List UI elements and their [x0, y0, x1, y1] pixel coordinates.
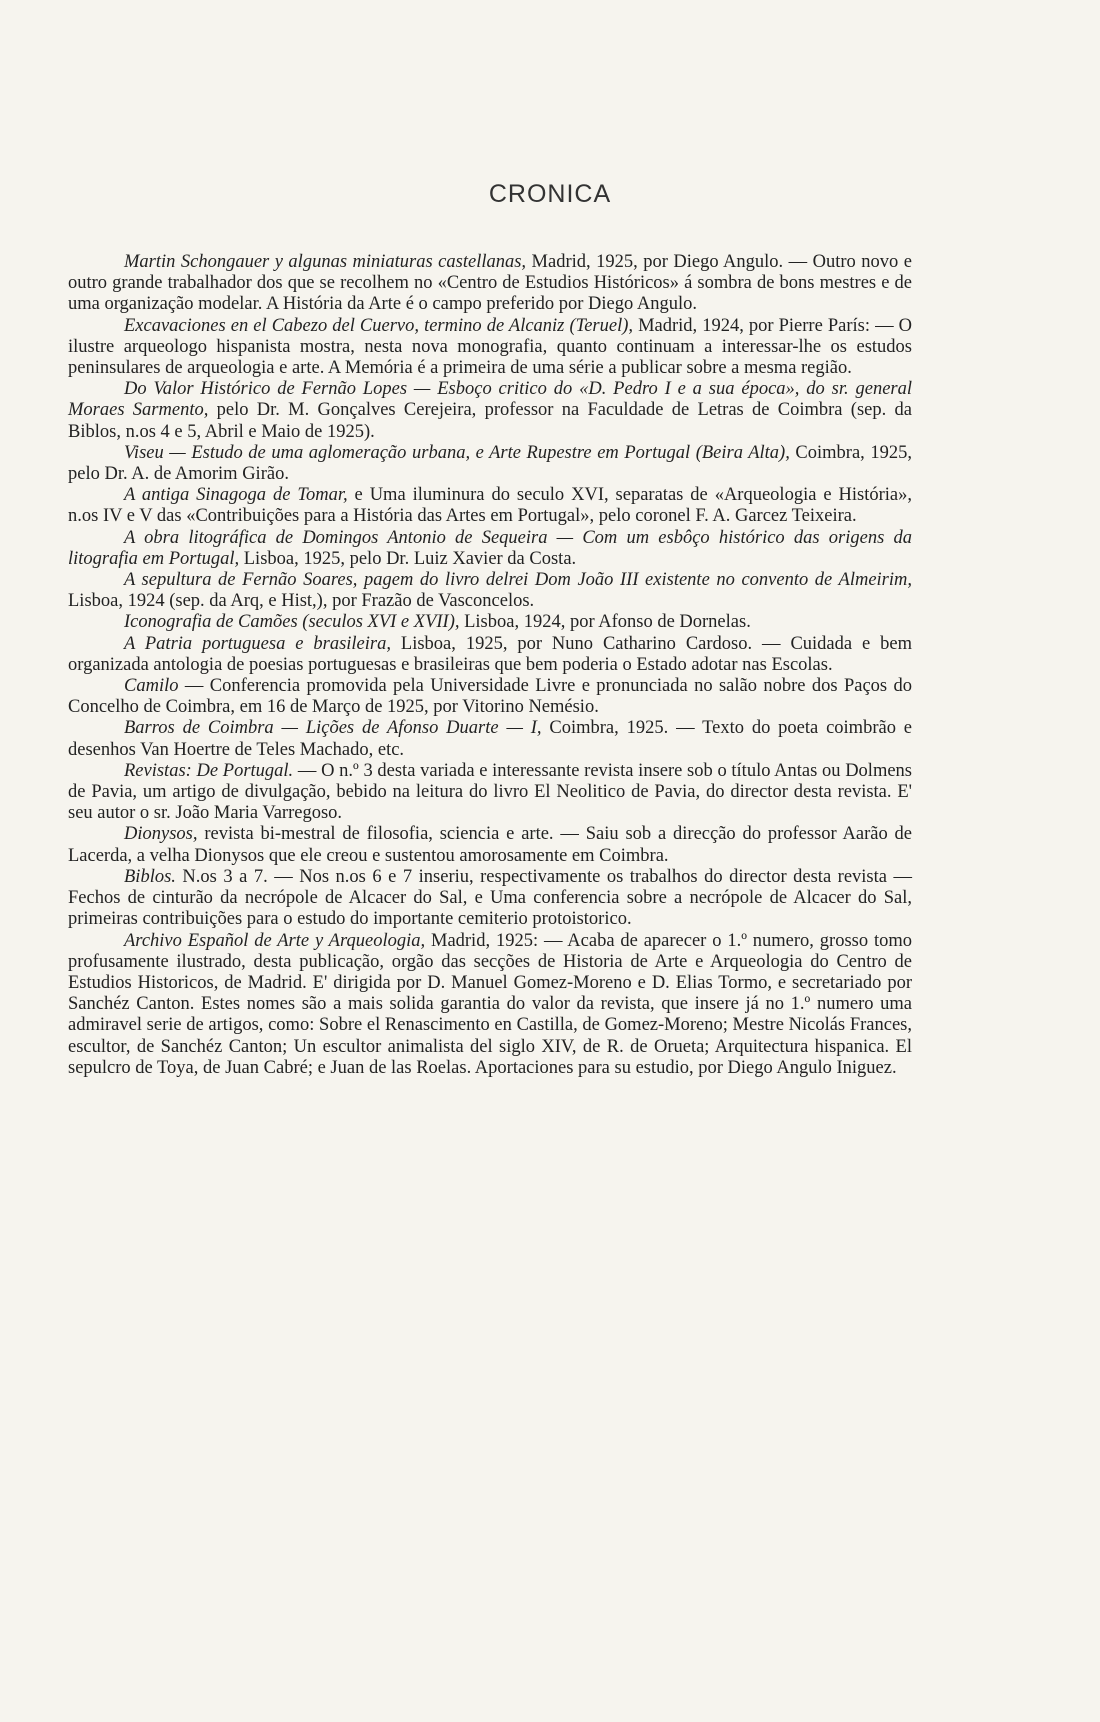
entry-title: Iconografia de Camões (seculos XVI e XVII), [124, 612, 460, 633]
entry-title: Do Valor Histórico de Fernão Lopes — Esboço critico do «D. Pedro I e a sua época», do sr. general Moraes Sarmento, [68, 379, 912, 421]
entry [68, 676, 912, 718]
entry-text: Coimbra, 1925, pelo Dr. A. de Amorim Girão. [68, 442, 912, 485]
entry-title: Biblos. [124, 866, 176, 887]
entry-text: — O n.º 3 desta variada e interessante revista insere sob o título Antas ou Dolmens de Pavia, um artigo de divulgação, bebido na leitura do livro El Neolitico de Pavia, do director desta revista. E' seu autor o sr. João Maria Varregoso. [68, 760, 912, 824]
entry [68, 252, 912, 316]
entry-title: Martin Schongauer y algunas miniaturas castellanas, [124, 252, 527, 272]
entry-text: — Conferencia promovida pela Universidade Livre e pronunciada no salão nobre dos Paços do Concelho de Coimbra, em 16 de Março de 1925, por Vitorino Nemésio. [68, 676, 912, 718]
entry-text: Coimbra, 1925. — Texto do poeta coimbrão e desenhos Van Hoertre de Teles Machado, etc. [68, 718, 913, 760]
entry-title: Archivo Español de Arte y Arqueologia, [124, 930, 426, 951]
entry [68, 379, 912, 443]
entry [68, 867, 912, 931]
entry-text: N.os 3 a 7. — Nos n.os 6 e 7 inseriu, respectivamente os trabalhos do director desta revista — Fechos de cinturão da necrópole de Alcacer do Sal, e Uma conferencia sobre a necrópole de Alcacer do Sal, primeiras contribuições para o estudo do importante cemiterio protoistorico. [68, 866, 912, 930]
entry-title: A antiga Sinagoga de Tomar, [124, 485, 348, 506]
entry-text: Madrid, 1925: — Acaba de aparecer o 1.º numero, grosso tomo profusamente ilustrado, desta publicação, orgão das secções de Historia de Arte e Arqueologia do Centro de Estudios Historicos, de Madrid. E' dirigida por D. Manuel Gomez-Moreno e D. Elias Tormo, e secretariado por Sanchéz Canton. Estes nomes são a mais solida garantia do valor da revista, que insere já no 1.º numero uma admiravel serie de artigos, como: Sobre el Renascimento en Castilla, de Gomez-Moreno; Mestre Nicolás Frances, escultor, de Sanchéz Canton; Un escultor animalista del siglo XIV, de R. de Orueta; Arquitectura hispanica. El sepulcro de Toya, de Juan Cabré; e Juan de las Roelas. Aportaciones para su estudio, por Diego Angulo Iniguez. [68, 930, 912, 1078]
entry [68, 718, 912, 760]
entry-text: Lisboa, 1924, por Afonso de Dornelas. [459, 612, 751, 633]
page-title: CRONICA [488, 180, 612, 208]
entry [68, 634, 912, 676]
entry-text: e Uma iluminura do seculo XVI, separatas de «Arqueologia e História», n.os IV e V das «Contribuições para a História das Artes em Portugal», pelo coronel F. A. Garcez Teixeira. [68, 485, 912, 527]
entry-text: Lisboa, 1925, por Nuno Catharino Cardoso. — Cuidada e bem organizada antologia de poesias portuguesas e brasileiras que bem poderia o Estado adotar nas Escolas. [68, 633, 913, 675]
entry [68, 528, 912, 570]
entry-title: Camilo [124, 676, 179, 697]
entry [68, 443, 912, 485]
entry-text: revista bi-mestral de filosofia, sciencia e arte. — Saiu sob a direcção do professor Aarão de Lacerda, a velha Dionysos que ele creou e sustentou amorosamente em Coimbra. [68, 824, 912, 866]
chronicle-body [68, 252, 912, 1079]
entry-text: Madrid, 1925, por Diego Angulo. — Outro novo e outro grande trabalhador dos que se recolhem no «Centro de Estudios Históricos» á sombra de bons mestres e de uma organização modelar. A História da Arte é o campo preferido por Diego Angulo. [68, 252, 912, 315]
entry-title: Excavaciones en el Cabezo del Cuervo, termino de Alcaniz (Teruel), [124, 315, 633, 336]
entry-title: Barros de Coimbra — Lições de Afonso Duarte — I, [124, 718, 542, 739]
entry [68, 761, 912, 825]
entry-text: Lisboa, 1924 (sep. da Arq, e Hist,), por Frazão de Vasconcelos. [68, 591, 535, 612]
entry-title: A Patria portuguesa e brasileira, [124, 633, 391, 654]
entry [68, 612, 912, 633]
entry-text: Madrid, 1924, por Pierre París: — O ilustre arqueologo hispanista mostra, nesta nova monografia, quanto continuam a interessar-lhe os estudos peninsulares de arqueologia e arte. A Memória é a primeira de uma série a publicar sobre a mesma região. [68, 315, 912, 379]
entry [68, 931, 912, 1079]
entry-title: Dionysos, [124, 824, 198, 845]
entry-text: Lisboa, 1925, pelo Dr. Luiz Xavier da Costa. [239, 548, 577, 569]
entry-title: A obra litográfica de Domingos Antonio de Sequeira — Com um esbôço histórico das origens da litografia em Portugal, [68, 527, 912, 569]
entry [68, 824, 912, 866]
entry [68, 316, 912, 380]
entry-title: Viseu — Estudo de uma aglomeração urbana, e Arte Rupestre em Portugal (Beira Alta), [124, 442, 790, 463]
entry-title: Revistas: De Portugal. [124, 760, 294, 781]
entry [68, 485, 912, 527]
entry [68, 570, 912, 612]
entry-title: A sepultura de Fernão Soares, pagem do livro delrei Dom João III existente no convento de Almeirim, [124, 570, 912, 591]
entry-text: pelo Dr. M. Gonçalves Cerejeira, professor na Faculdade de Letras de Coimbra (sep. da Biblos, n.os 4 e 5, Abril e Maio de 1925). [68, 400, 912, 442]
